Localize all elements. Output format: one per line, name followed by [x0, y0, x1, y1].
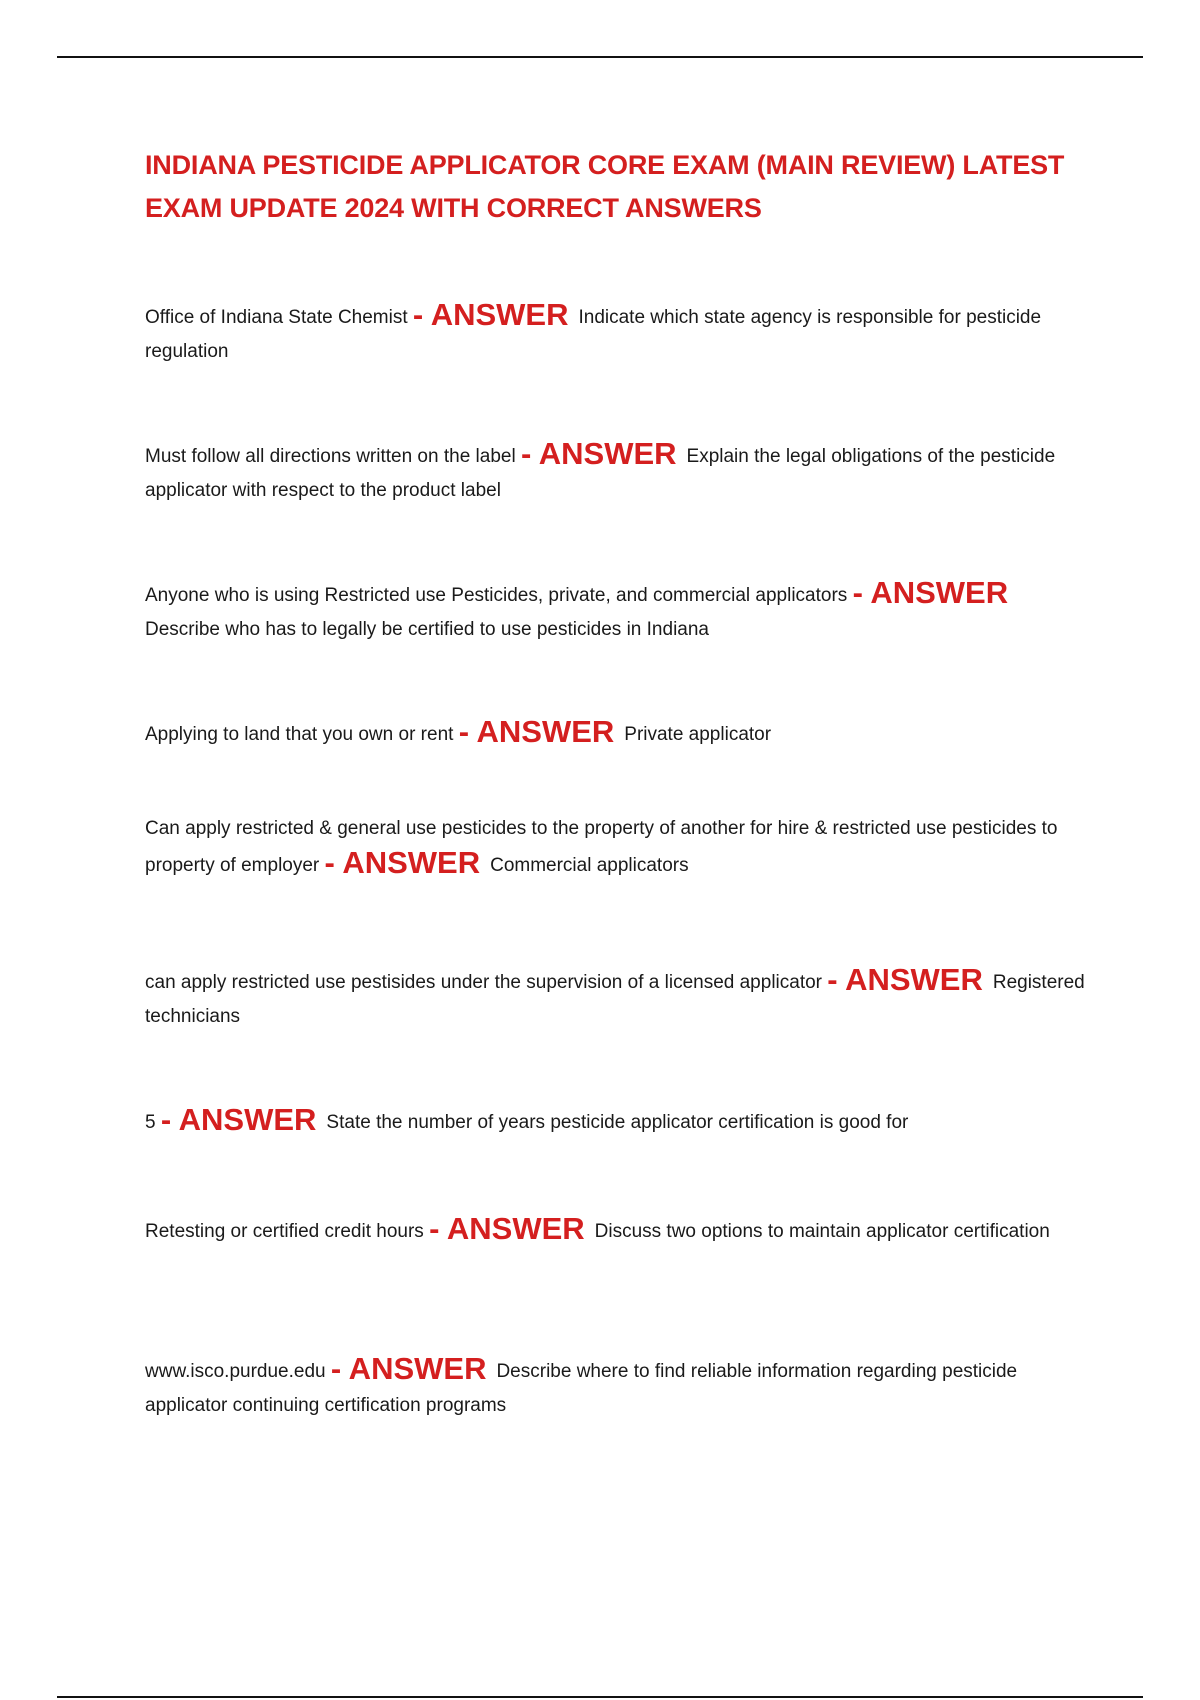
qa-entry-9 — [145, 1352, 1090, 1423]
document-title — [145, 144, 1105, 230]
qa-entry-5 — [145, 812, 1090, 883]
qa-entry-8 — [145, 1212, 1090, 1249]
answer-marker: - ANSWER — [330, 1351, 487, 1386]
qa-entry-6 — [145, 963, 1090, 1034]
entry-definition: Private applicator — [624, 724, 772, 745]
entry-definition: Indicate which state agency is responsible for pesticide regulation — [145, 307, 1042, 362]
answer-marker: - ANSWER — [429, 1211, 585, 1246]
entry-definition: Explain the legal obligations of the pesticide applicator with respect to the product label — [145, 446, 1056, 501]
entry-definition: Discuss two options to maintain applicator certification — [594, 1221, 1050, 1242]
answer-marker: - ANSWER — [160, 1102, 317, 1137]
answer-marker: - ANSWER — [412, 297, 569, 332]
entry-definition: Describe where to find reliable information regarding pesticide applicator continuing certification programs — [145, 1361, 1018, 1416]
answer-marker: - ANSWER — [324, 845, 481, 880]
entry-definition: Commercial applicators — [490, 855, 689, 876]
qa-entry-3 — [145, 576, 1090, 647]
entry-definition: Describe who has to legally be certified to use pesticides in Indiana — [145, 619, 709, 640]
entry-term: www.isco.purdue.edu — [145, 1361, 326, 1382]
bottom-rule — [57, 1696, 1143, 1698]
title-line-1: INDIANA PESTICIDE APPLICATOR CORE EXAM (MAIN REVIEW) LATEST — [145, 150, 1065, 180]
answer-marker: - ANSWER — [827, 962, 983, 997]
entry-term: Applying to land that you own or rent — [145, 724, 454, 745]
entry-definition: Registered technicians — [145, 972, 1085, 1027]
answer-marker: - ANSWER — [458, 714, 615, 749]
qa-entry-1 — [145, 298, 1090, 369]
entry-definition: State the number of years pesticide applicator certification is good for — [326, 1112, 909, 1133]
entry-term: can apply restricted use pestisides under the supervision of a licensed applicator — [145, 972, 822, 993]
qa-entry-7 — [145, 1103, 1090, 1140]
entry-term: Must follow all directions written on the label — [145, 446, 516, 467]
top-rule — [57, 56, 1143, 58]
entry-term: Anyone who is using Restricted use Pesticides, private, and commercial applicators — [145, 585, 848, 606]
entry-term: Can apply restricted & general use pesticides to the property of another for hire & restricted use pesticides to property of employer — [145, 818, 1058, 876]
entry-term: Retesting or certified credit hours — [145, 1221, 424, 1242]
entry-term: 5 — [145, 1112, 156, 1133]
answer-marker: - ANSWER — [520, 436, 677, 471]
title-line-2: EXAM UPDATE 2024 WITH CORRECT ANSWERS — [145, 193, 762, 223]
entry-term: Office of Indiana State Chemist — [145, 307, 408, 328]
qa-entry-2 — [145, 437, 1090, 508]
qa-entry-4 — [145, 715, 1090, 752]
answer-marker: - ANSWER — [852, 575, 1009, 610]
